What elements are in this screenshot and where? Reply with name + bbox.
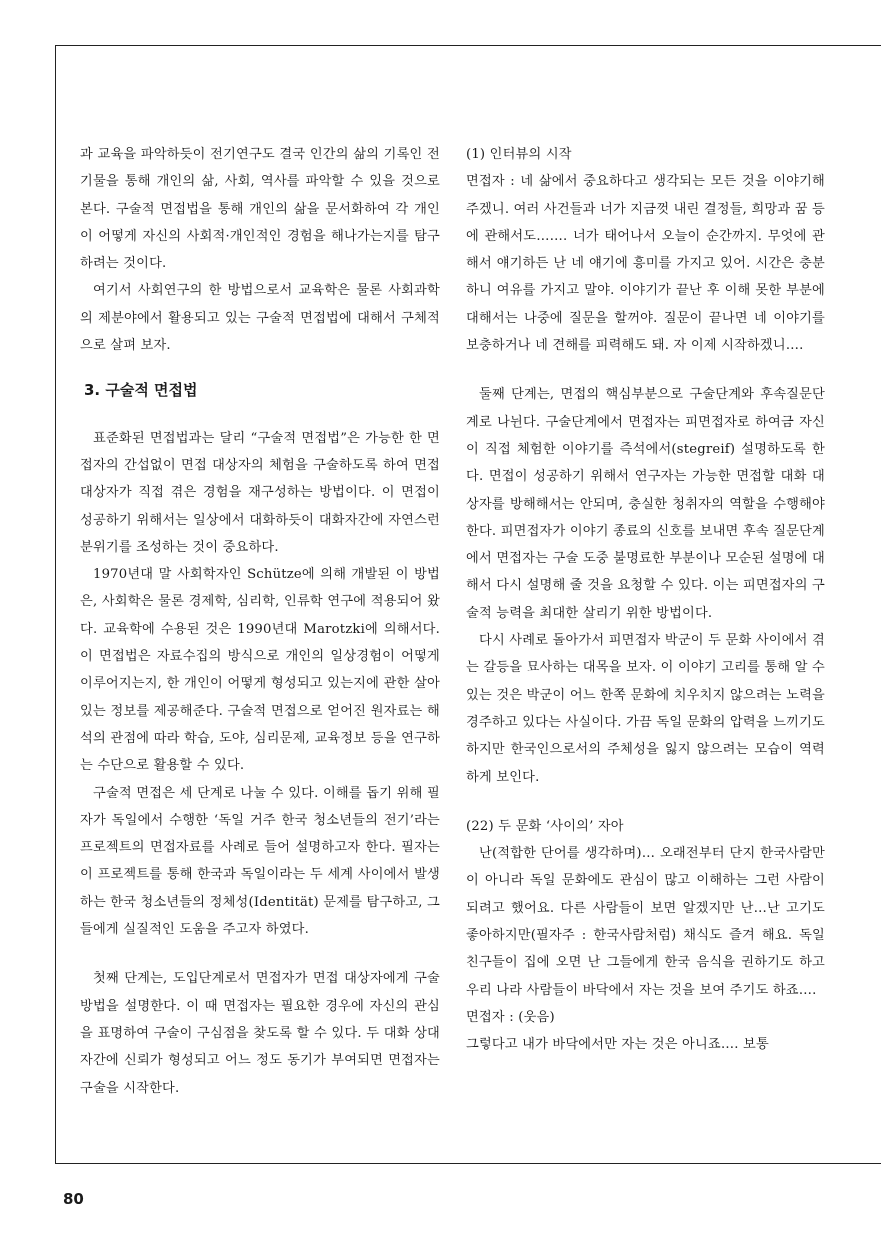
paragraph: 표준화된 면접법과는 달리 “구술적 면접법”은 가능한 한 면접자의 간섭없이 면접 대상자의 체험을 구술하도록 하여 면접 대상자가 직접 겪은 경험을 재구성하는 방법이다. 이 면접이 성공하기 위해서는 일상에서 대화하듯이 대화자간에 자연스런 분위기를 조성하는 것이 중요하다. <box>80 430 440 555</box>
paragraph: 1970년대 말 사회학자인 Schütze에 의해 개발된 이 방법은, 사회학은 물론 경제학, 심리학, 인류학 연구에 적용되어 왔다. 교육학에 수용된 것은 1990년대 Marotzki에 의해서다. 이 면접법은 자료수집의 방식으로 개인의 일상경험이 어떻게 이루어지는지, 한 개인이 어떻게 형성되고 있는지에 관한 살아있는 정보를 제공해준다. 구술적 면접으로 얻어진 원자료는 해석의 관점에 따라 학습, 도야, 심리문제, 교육정보 등을 연구하는 수단으로 활용할 수 있다. <box>80 567 440 774</box>
paragraph: 둘째 단계는, 면접의 핵심부분으로 구술단계와 후속질문단계로 나뉜다. 구술단계에서 면접자는 피면접자로 하여금 자신이 직접 체험한 이야기를 즉석에서(stegreif) 설명하도록 한다. 면접이 성공하기 위해서 연구자는 가능한 면접할 대화 대상자를 방해해서는 안되며, 충실한 청취자의 역할을 수행해야 한다. 피면접자가 이야기 종료의 신호를 보내면 후속 질문단계에서 면접자는 구술 도중 불명료한 부분이나 모순된 설명에 대해서 다시 설명해 줄 것을 요청할 수 있다. 이는 피면접자의 구술적 능력을 최대한 살리기 위한 방법이다. <box>466 387 825 621</box>
quote-title: (22) 두 문화 ‘사이의’ 자아 <box>466 818 624 834</box>
spacer <box>466 791 825 813</box>
frame-bottom-rule <box>55 1163 881 1164</box>
spacer <box>80 943 440 965</box>
paragraph: 첫째 단계는, 도입단계로서 면접자가 면접 대상자에게 구술방법을 설명한다. 이 때 면접자는 필요한 경우에 자신의 관심을 표명하여 구술이 구심점을 찾도록 할 수 있다. 두 대화 상대자간에 신뢰가 형성되고 어느 정도 동기가 부여되면 면접자는 구술을 시작한다. <box>80 971 440 1096</box>
paragraph: 다시 사례로 돌아가서 피면접자 박군이 두 문화 사이에서 겪는 갈등을 묘사하는 대목을 보자. 이 이야기 고리를 통해 알 수 있는 것은 박군이 어느 한쪽 문화에 치우치지 않으려는 노력을 경주하고 있다는 사실이다. 가끔 독일 문화의 압력을 느끼기도 하지만 한국인으로서의 주체성을 잃지 않으려는 모습이 역력하게 보인다. <box>466 633 825 785</box>
quote-text: 그렇다고 내가 바닥에서만 자는 것은 아니죠…. 보통 <box>466 1037 769 1053</box>
paragraph: 구술적 면접은 세 단계로 나눌 수 있다. 이해를 돕기 위해 필자가 독일에서 수행한 ‘독일 거주 한국 청소년들의 전기’라는 프로젝트의 면접자료를 사례로 들어 설명하고자 한다. 필자는 이 프로젝트를 통해 한국과 독일이라는 두 세계 사이에서 발생하는 한국 청소년들의 정체성(Identität) 문제를 탐구하고, 그들에게 실질적인 도움을 주고자 하였다. <box>80 785 440 938</box>
quote-interviewer: 면접자 : (웃음) <box>466 1009 555 1025</box>
paragraph: 여기서 사회연구의 한 방법으로서 교육학은 물론 사회과학의 제분야에서 활용되고 있는 구술적 면접법에 대해서 구체적으로 살펴 보자. <box>80 283 440 354</box>
paragraph: 과 교육을 파악하듯이 전기연구도 결국 인간의 삶의 기록인 전기물을 통해 개인의 삶, 사회, 역사를 파악할 수 있을 것으로 본다. 구술적 면접법을 통해 개인의 삶을 문서화하여 각 개인이 어떻게 자신의 사회적·개인적인 경험을 해나가는지를 탐구하려는 것이다. <box>80 147 440 272</box>
quote-text: 난(적합한 단어를 생각하며)… 오래전부터 단지 한국사람만이 아니라 독일 문화에도 관심이 많고 이해하는 그런 사람이 되려고 했어요. 다른 사람들이 보면 알겠지만 난…난 고기도 좋아하지만(필자주 : 한국사람처럼) 채식도 즐겨 해요. 독일 친구들이 집에 오면 난 그들에게 한국 음식을 권하기도 하고 우리 나라 사람들이 바닥에서 자는 것을 보여 주기도 하죠…. <box>466 846 825 998</box>
quote-title: (1) 인터뷰의 시작 <box>466 147 572 162</box>
section-heading: 3. 구술적 면접법 <box>84 381 198 400</box>
left-column <box>80 141 440 1102</box>
frame-left-rule <box>55 45 56 1163</box>
frame-top-rule <box>55 45 881 46</box>
right-column <box>466 141 825 1059</box>
spacer <box>466 359 825 381</box>
page-number: 80 <box>63 1190 84 1208</box>
quote-text: 면접자 : 네 삶에서 중요하다고 생각되는 모든 것을 이야기해 주겠니. 여러 사건들과 너가 지금껏 내린 결정들, 희망과 꿈 등에 관해서도……. 너가 태어나서 오늘이 순간까지. 무엇에 관해서 얘기하든 난 네 얘기에 흥미를 가지고 있어. 시간은 충분하니 여유를 가지고 말야. 이야기가 끝난 후 이해 못한 부분에 대해서는 나중에 질문을 할꺼야. 질문이 끝나면 네 이야기를 보충하거나 네 견해를 피력해도 돼. 자 이제 시작하겠니…. <box>466 174 825 354</box>
